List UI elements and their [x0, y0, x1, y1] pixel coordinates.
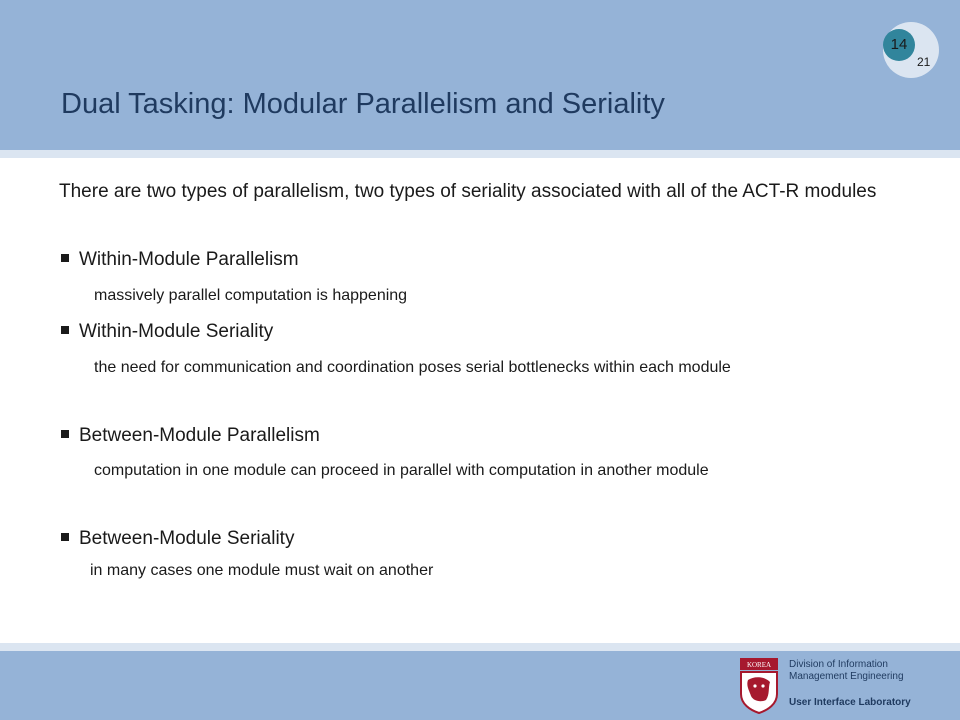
bullet-detail: computation in one module can proceed in parallel with computation in another module — [94, 462, 709, 479]
university-crest-icon — [740, 658, 778, 714]
bullet-between-module-parallelism — [61, 425, 320, 447]
current-page-number: 14 — [883, 29, 915, 61]
square-bullet-icon — [61, 254, 69, 262]
footer-divider — [0, 643, 960, 651]
bullet-heading: Within-Module Seriality — [79, 321, 274, 342]
svg-text:KOREA: KOREA — [746, 661, 772, 669]
bullet-detail: the need for communication and coordination poses serial bottlenecks within each module — [94, 359, 731, 376]
lab-name: User Interface Laboratory — [789, 697, 911, 708]
bullet-within-module-parallelism — [61, 249, 299, 271]
intro-text: There are two types of parallelism, two types of seriality associated with all of the ACT-R modules — [59, 181, 877, 202]
bullet-detail: in many cases one module must wait on another — [90, 562, 434, 579]
slide-title: Dual Tasking: Modular Parallelism and Seriality — [61, 88, 665, 120]
square-bullet-icon — [61, 533, 69, 541]
bullet-within-module-seriality — [61, 321, 273, 343]
bullet-heading: Between-Module Parallelism — [79, 425, 320, 446]
bullet-heading: Between-Module Seriality — [79, 528, 295, 549]
division-name: Division of Information Management Engineering — [789, 659, 904, 682]
bullet-detail: massively parallel computation is happening — [94, 287, 408, 304]
total-page-number: 21 — [917, 55, 931, 69]
bullet-between-module-seriality — [61, 528, 294, 550]
square-bullet-icon — [61, 430, 69, 438]
square-bullet-icon — [61, 326, 69, 334]
bullet-heading: Within-Module Parallelism — [79, 249, 299, 270]
